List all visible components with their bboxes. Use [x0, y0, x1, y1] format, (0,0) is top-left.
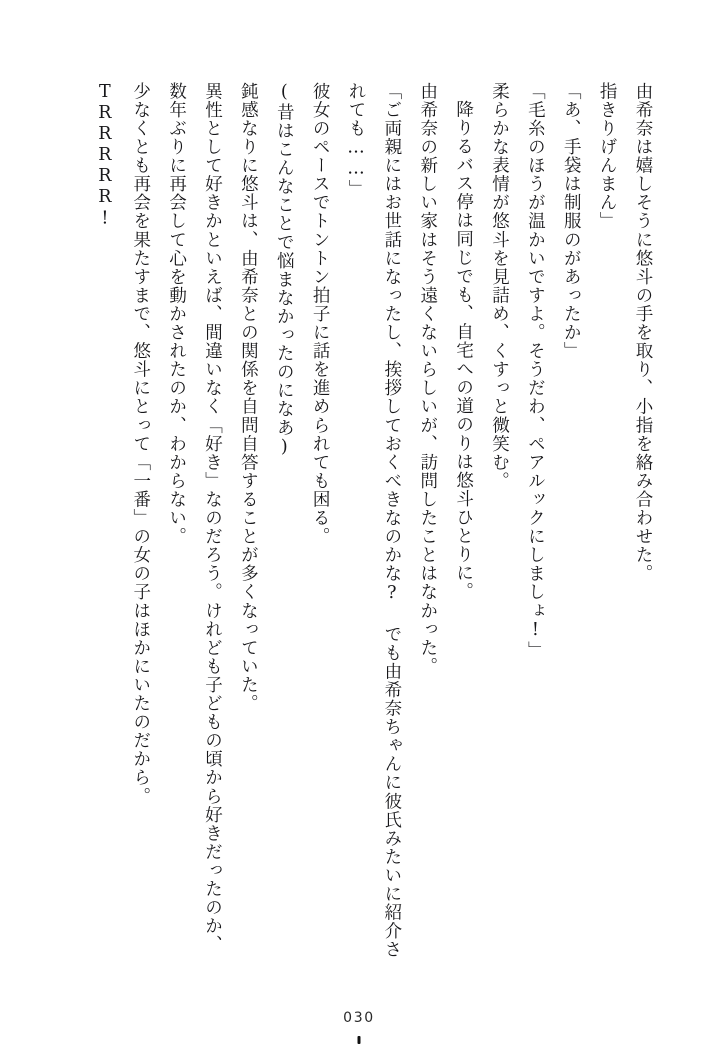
paragraph: (昔はこんなことで悩まなかったのになあ)	[274, 82, 295, 458]
paragraph: 「あ、手袋は制服のがあったか」	[561, 82, 582, 361]
paragraph: 彼女のペースでトントン拍子に話を進められても困る。	[310, 82, 331, 546]
paragraph: 由希奈の新しい家はそう遠くないらしいが、訪問したことはなかった。	[417, 82, 438, 676]
page-number: 030	[343, 1010, 375, 1026]
novel-body-text	[58, 82, 660, 962]
paragraph: 鈍感なりに悠斗は、由希奈との関係を自問自答することが多くなっていた。	[238, 82, 259, 713]
paragraph: 降りるバス停は同じでも、自宅への道のりは悠斗ひとりに。	[453, 99, 474, 601]
paragraph: 指きりげんまん」	[597, 82, 618, 231]
paragraph: 柔らかな表情が悠斗を見詰め、くすっと微笑む。	[489, 82, 510, 491]
paragraph: 異性として好きかといえば、間違いなく「好き」なのだろう。けれども子どもの頃から好きだったのか、数年ぶりに再会して心を動かされたのか、わからない。	[166, 82, 223, 954]
paragraph: 由希奈は嬉しそうに悠斗の手を取り、小指を絡み合わせた。	[633, 82, 653, 583]
paragraph: 少なくとも再会を果たすまで、悠斗にとって「一番」の女の子はほかにいたのだから。	[130, 82, 151, 806]
paragraph: 「ご両親にはお世話になったし、挨拶しておくべきなのかな? でも由希奈ちゃんに彼氏みたいに紹介されても……」	[346, 82, 402, 959]
spine-mark	[358, 1036, 361, 1044]
paragraph: TRRRRR!	[94, 82, 115, 230]
paragraph: 「毛糸のほうが温かいですよ。そうだわ、ペアルックにしましょ!」	[525, 82, 546, 660]
